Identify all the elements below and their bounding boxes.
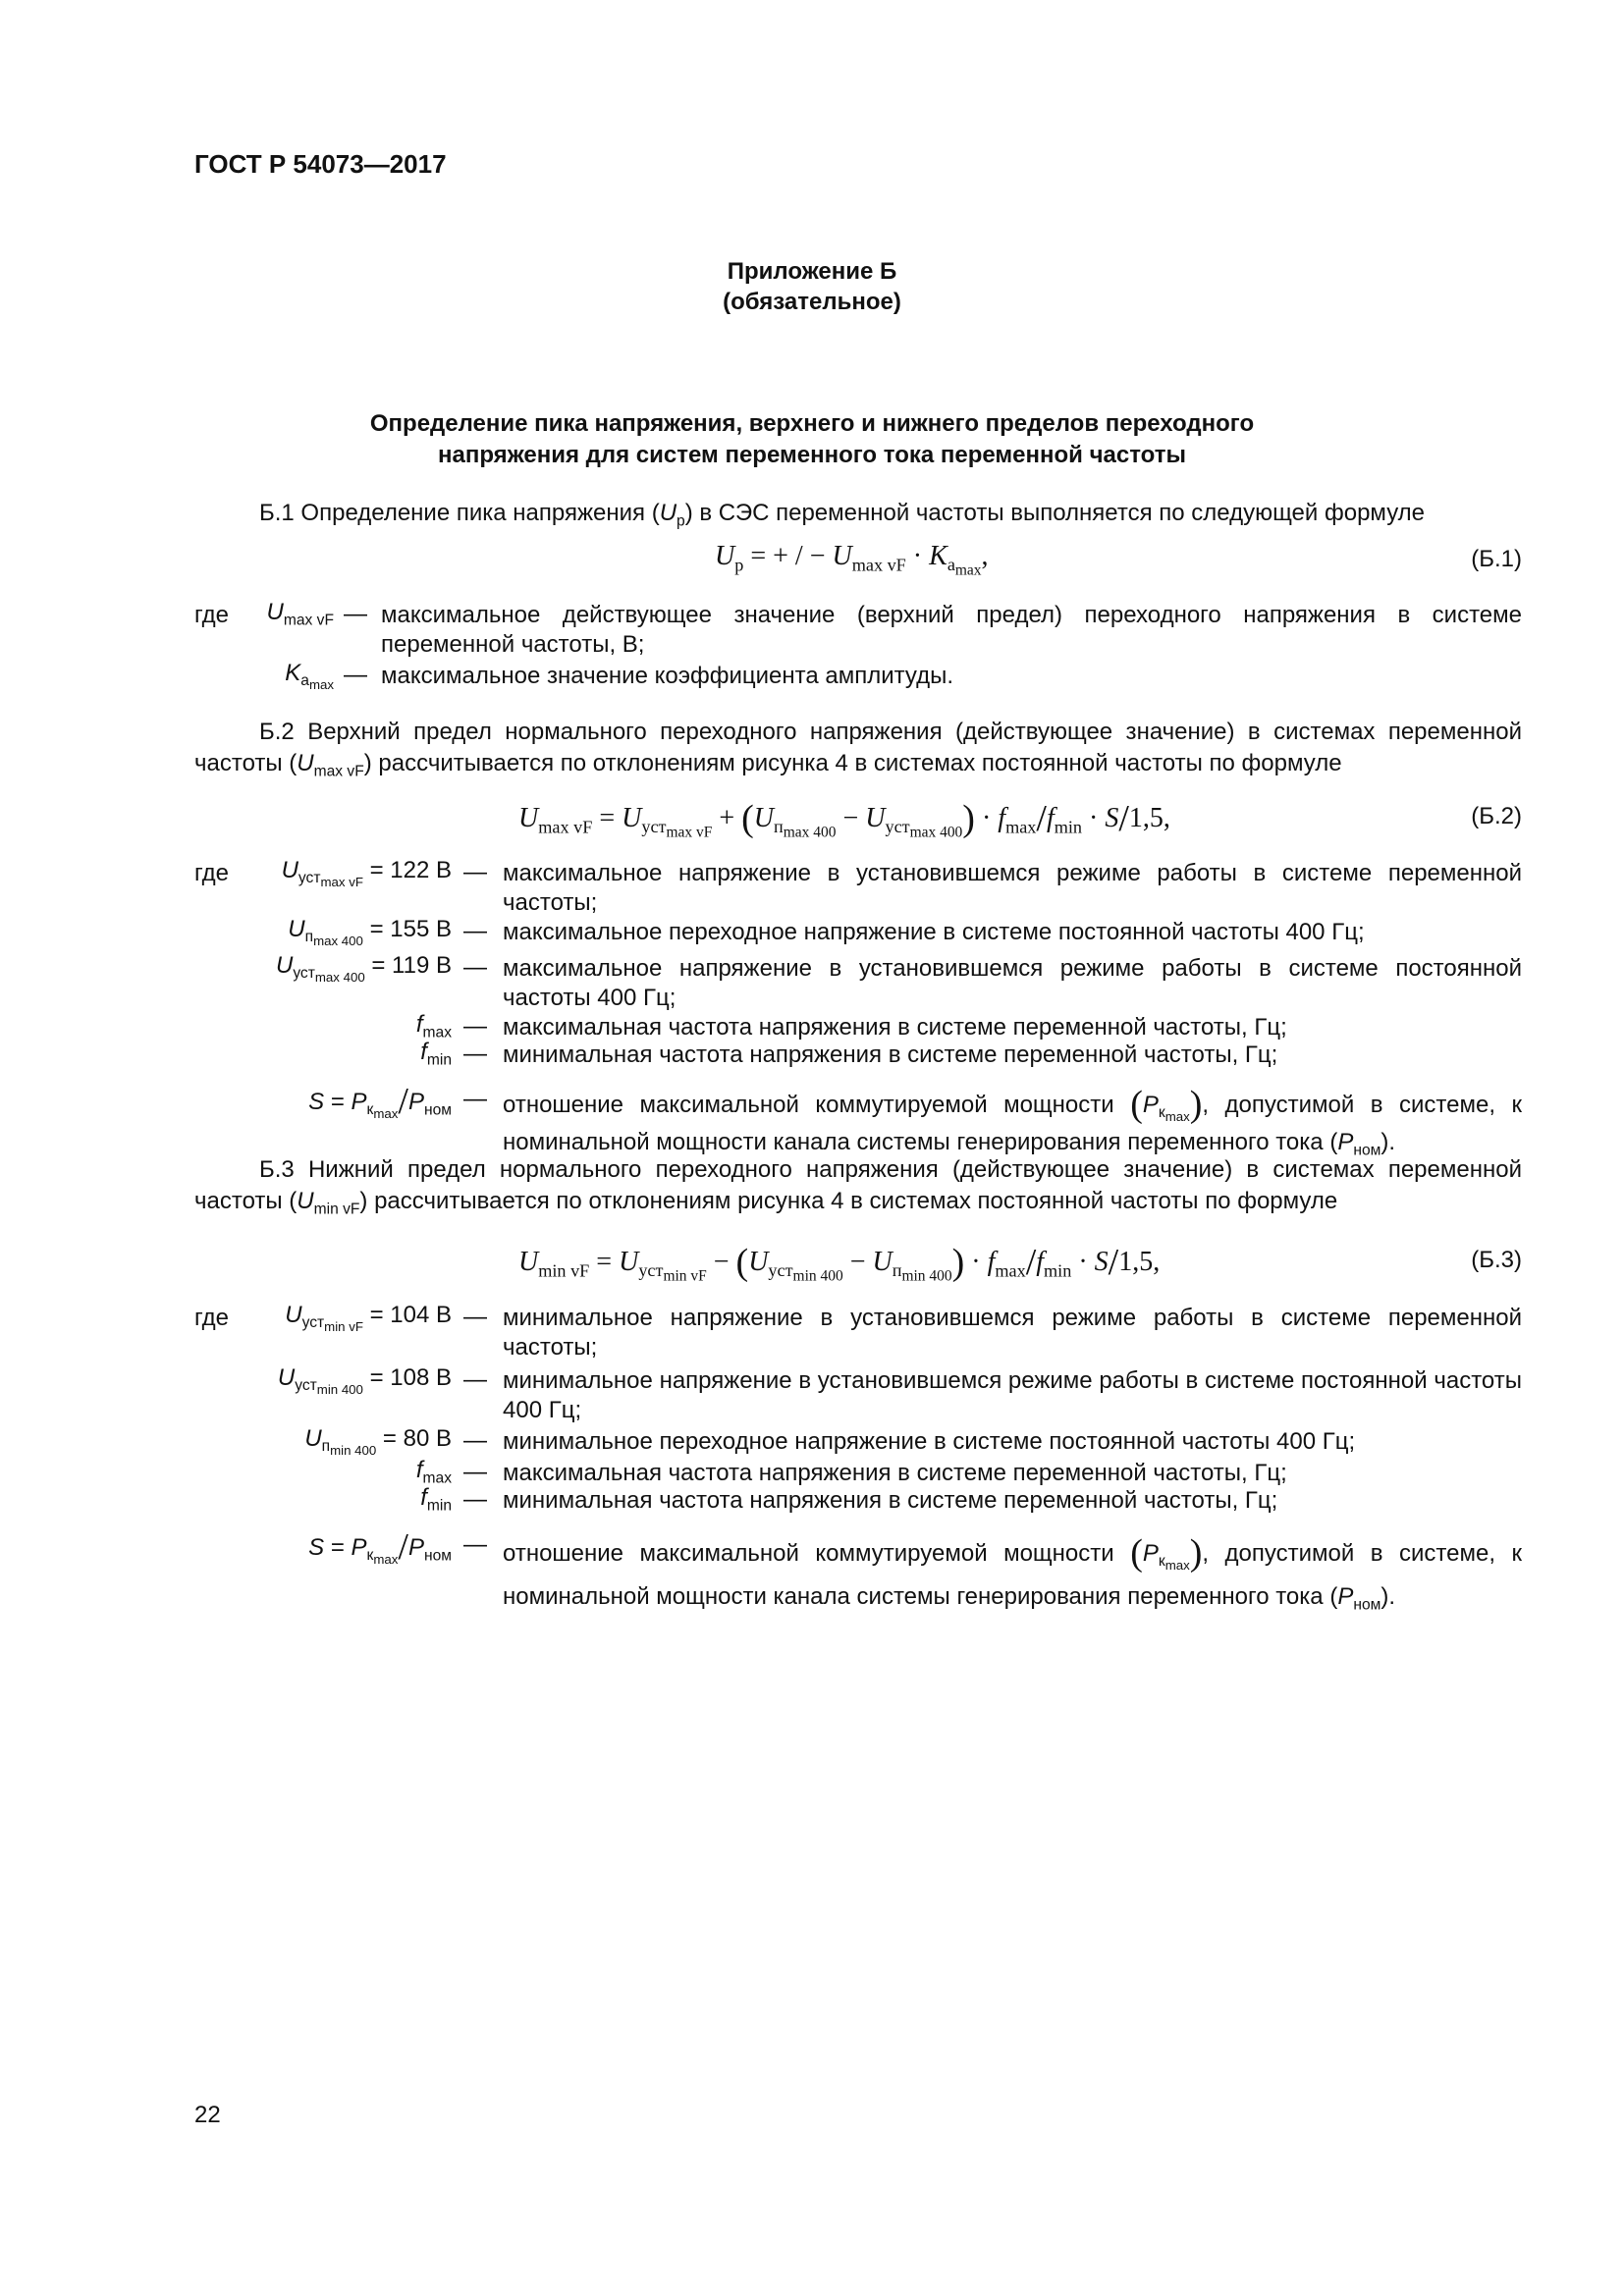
b2-paragraph: Б.2 Верхний предел нормального переходного напряжения (действующее значение) в системах переменной частоты $(U_{max vF})$ рассчитывается по отклонениям рисунка 4 в системах постоянной частоты по формуле bbox=[194, 719, 1522, 780]
section-title-line1: Определение пика напряжения, верхнего и нижнего пределов переходного bbox=[369, 410, 1255, 437]
formula-b1: $U_p$ = + / − $U_{max vF} \cdot K_{a_{max}}$, bbox=[715, 541, 989, 579]
b2-def-1-symbol: $U_{уст_{max vF}} = 122$ В bbox=[281, 857, 452, 890]
b2-def-2-dash: — bbox=[463, 918, 487, 944]
b2-def-3-dash: — bbox=[463, 954, 487, 981]
b1-paragraph: Б.1 Определение пика напряжения $(U_p)$ в СЭС переменной частоты выполняется по следующей формуле bbox=[259, 500, 1426, 530]
formula-b3: $U_{min vF} = U_{уст_{min vF}} - (U_{уст_{min 400}} - U_{п_{min 400}}) \cdot f_{max}/f_{min} \cdot S/1,5$, bbox=[518, 1242, 1161, 1285]
b3-def-1-symbol: $U_{уст_{min vF}} = 104$ В bbox=[285, 1302, 452, 1335]
b2-def-5-dash: — bbox=[463, 1041, 487, 1067]
b2-def-4-text: максимальная частота напряжения в системе переменной частоты, Гц; bbox=[503, 1014, 1287, 1041]
formula-b1-number: (Б.1) bbox=[1471, 546, 1522, 572]
b3-def-6-text: отношение максимальной коммутируемой мощности $(P_{к_{max}})$, допустимой в системе, к номинальной мощности канала системы генерирования переменного тока $(P_{ном})$. bbox=[503, 1532, 1523, 1614]
section-title-line2: напряжения для систем переменного тока переменной частоты bbox=[438, 442, 1186, 468]
b3-def-2-dash: — bbox=[463, 1366, 487, 1393]
page-number: 22 bbox=[194, 2102, 221, 2128]
b2-def-5-text: минимальная частота напряжения в системе переменной частоты, Гц; bbox=[503, 1041, 1278, 1068]
b3-def-3-symbol: $U_{п_{min 400}} = 80$ В bbox=[304, 1425, 452, 1459]
b2-def-6-dash: — bbox=[463, 1086, 487, 1112]
b2-def-4-dash: — bbox=[463, 1013, 487, 1040]
b2-def-2-symbol: $U_{п_{max 400}} = 155$ В bbox=[288, 916, 452, 949]
b3-def-3-dash: — bbox=[463, 1427, 487, 1454]
b2-def-3-symbol: $U_{уст_{max 400}} = 119$ В bbox=[275, 952, 452, 986]
appendix-title: Приложение Б bbox=[727, 258, 897, 285]
b2-def-6-text: отношение максимальной коммутируемой мощности $(P_{к_{max}})$, допустимой в системе, к номинальной мощности канала системы генерирования переменного тока $(P_{ном})$. bbox=[503, 1084, 1523, 1159]
b3-def-3-text: минимальное переходное напряжение в системе постоянной частоты 400 Гц; bbox=[503, 1428, 1356, 1455]
b1-def-1-symbol: $U_{max vF}$ bbox=[266, 599, 334, 629]
b3-def-1-text: минимальное напряжение в установившемся режиме работы в системе переменной частоты; bbox=[503, 1305, 1522, 1361]
b3-where: где bbox=[194, 1305, 230, 1331]
b3-def-6-dash: — bbox=[463, 1531, 487, 1558]
b2-def-1-text: максимальное напряжение в установившемся режиме работы в системе переменной частоты; bbox=[503, 860, 1522, 916]
b3-def-1-dash: — bbox=[463, 1304, 487, 1330]
b3-paragraph: Б.3 Нижний предел нормального переходного напряжения (действующее значение) в системах переменной частоты $(U_{min vF})$ рассчитывается по отклонениям рисунка 4 в системах постоянной частоты по формуле bbox=[194, 1156, 1522, 1218]
formula-b2-number: (Б.2) bbox=[1471, 803, 1522, 829]
b3-def-5-symbol: $f_{min}$ bbox=[420, 1484, 452, 1515]
b1-def-1-dash: — bbox=[344, 601, 367, 627]
b2-def-2-text: максимальное переходное напряжение в системе постоянной частоты 400 Гц; bbox=[503, 919, 1365, 945]
b3-def-2-symbol: $U_{уст_{min 400}} = 108$ В bbox=[277, 1364, 452, 1398]
b2-def-5-symbol: $f_{min}$ bbox=[420, 1039, 452, 1069]
formula-b3-number: (Б.3) bbox=[1471, 1247, 1522, 1273]
b3-def-6-symbol: $S = P_{к_{max}}/P_{ном}$ bbox=[308, 1526, 452, 1568]
b1-def-1-text: максимальное действующее значение (верхний предел) переходного напряжения в системе переменной частоты, В; bbox=[381, 602, 1522, 658]
b2-def-3-text: максимальное напряжение в установившемся режиме работы в системе постоянной частоты 400 Гц; bbox=[503, 955, 1522, 1011]
b1-def-2-text: максимальное значение коэффициента амплитуды. bbox=[381, 663, 953, 689]
b2-def-1-dash: — bbox=[463, 859, 487, 885]
document-code: ГОСТ Р 54073—2017 bbox=[194, 149, 447, 179]
b1-def-2-symbol: $K_{a_{max}}$ bbox=[285, 660, 334, 693]
formula-b2: $U_{max vF} = U_{уст_{max vF}} + (U_{п_{max 400}} - U_{уст_{max 400}}) \cdot f_{max}/f_{min} \cdot S/1,5$, bbox=[518, 798, 1170, 841]
b1-def-2-dash: — bbox=[344, 662, 367, 688]
b3-def-4-text: максимальная частота напряжения в системе переменной частоты, Гц; bbox=[503, 1460, 1287, 1486]
b2-def-6-symbol: $S = P_{к_{max}}/P_{ном}$ bbox=[308, 1081, 452, 1122]
b3-def-2-text: минимальное напряжение в установившемся режиме работы в системе постоянной частоты 400 Гц; bbox=[503, 1367, 1522, 1423]
b3-def-5-text: минимальная частота напряжения в системе переменной частоты, Гц; bbox=[503, 1487, 1278, 1514]
b2-def-4-symbol: $f_{max}$ bbox=[415, 1011, 452, 1041]
b1-where: где bbox=[194, 602, 230, 628]
b2-where: где bbox=[194, 860, 230, 886]
b3-def-4-symbol: $f_{max}$ bbox=[415, 1457, 452, 1487]
b3-def-4-dash: — bbox=[463, 1459, 487, 1485]
appendix-status: (обязательное) bbox=[723, 289, 901, 315]
b3-def-5-dash: — bbox=[463, 1486, 487, 1513]
